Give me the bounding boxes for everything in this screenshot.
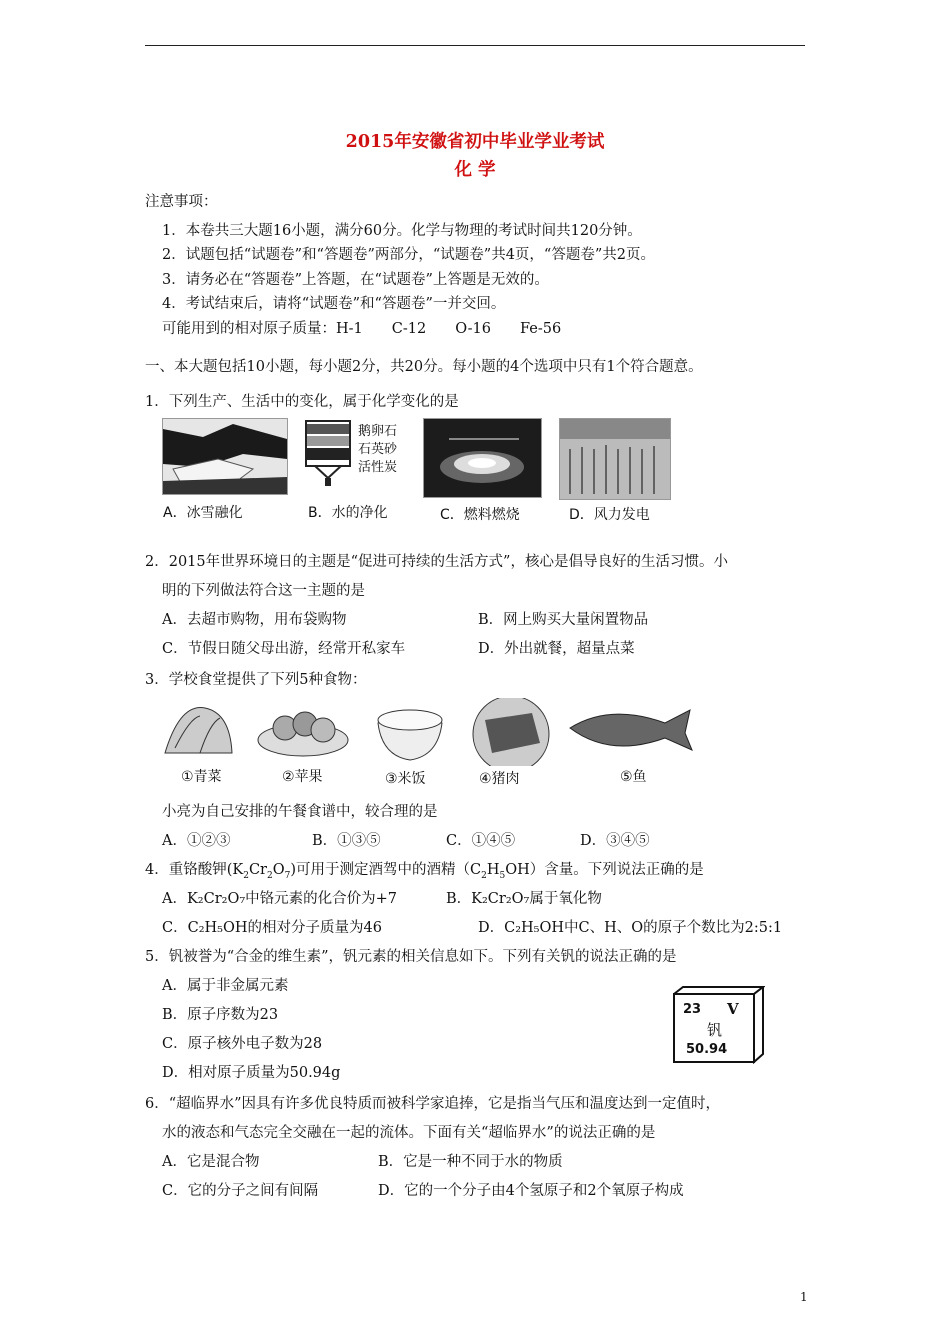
food-images <box>160 698 700 766</box>
note-item-1: 1．本卷共三大题16小题，满分60分。化学与物理的考试时间共120分钟。 <box>162 223 642 239</box>
header-rule <box>145 45 805 46</box>
wind-turbines-illustration <box>560 419 670 499</box>
q2-stem-line2: 明的下列做法符合这一主题的是 <box>162 583 365 599</box>
q5-stem: 5．钒被誉为“合金的维生素”，钒元素的相关信息如下。下列有关钒的说法正确的是 <box>145 949 677 965</box>
q6-stem-line2: 水的液态和气态完全交融在一起的流体。下面有关“超临界水”的说法正确的是 <box>162 1125 656 1141</box>
apple-image <box>258 712 348 756</box>
q1-option-a: A．冰雪融化 <box>163 505 243 521</box>
q6-stem-line1: 6．“超临界水”因具有许多优良特质而被科学家追捧，它是指当气压和温度达到一定值时， <box>145 1096 721 1112</box>
section-1-heading: 一、本大题包括10小题，每小题2分，共20分。每小题的4个选项中只有1个符合题意。 <box>145 359 703 375</box>
element-name: 钒 <box>707 1021 723 1039</box>
q6-option-c: C．它的分子之间有间隔 <box>162 1183 319 1199</box>
q4-option-c: C．C₂H₅OH的相对分子质量为46 <box>162 920 382 936</box>
q2-option-b: B．网上购买大量闲置物品 <box>478 612 649 628</box>
q6-option-d: D．它的一个分子由4个氢原子和2个氧原子构成 <box>378 1183 684 1199</box>
element-number: 23 <box>683 1002 702 1017</box>
q3-option-a: A．①②③ <box>162 833 231 849</box>
q4-stem: 4．重铬酸钾$(K_2Cr_2O_7)$可用于测定酒驾中的酒精$(C_2H_5OH)$含量。下列说法正确的是 <box>145 862 704 881</box>
q5-option-b: B．原子序数为23 <box>162 1007 279 1023</box>
element-symbol: V <box>727 1000 739 1018</box>
note-item-2: 2．试题包括“试题卷”和“答题卷”两部分，“试题卷”共4页，“答题卷”共2页。 <box>162 247 655 263</box>
ice-melting-illustration <box>163 419 287 494</box>
wind-power-image <box>559 418 671 500</box>
food-label-5: ⑤鱼 <box>620 769 647 785</box>
q2-option-a: A．去超市购物，用布袋购物 <box>162 612 347 628</box>
food-label-2: ②苹果 <box>282 769 323 785</box>
q3-option-c: C．①④⑤ <box>446 833 516 849</box>
q5-option-a: A．属于非金属元素 <box>162 978 289 994</box>
q4-option-a: A．K₂Cr₂O₇中铬元素的化合价为+7 <box>162 891 398 907</box>
q3-option-b: B．①③⑤ <box>312 833 381 849</box>
q3-stem: 3．学校食堂提供了下列5种食物： <box>145 672 367 688</box>
water-filter-illustration <box>303 418 353 488</box>
q2-stem-line1: 2．2015年世界环境日的主题是“促进可持续的生活方式”，核心是倡导良好的生活习惯。小 <box>145 554 728 570</box>
element-mass: 50.94 <box>686 1042 728 1057</box>
burning-fuel-image <box>423 418 542 498</box>
q6-option-a: A．它是混合物 <box>162 1154 260 1170</box>
q3-option-d: D．③④⑤ <box>580 833 650 849</box>
exam-title: 2015年安徽省初中毕业学业考试 <box>345 132 605 152</box>
q3-sub-question: 小亮为自己安排的午餐食谱中，较合理的是 <box>162 804 438 820</box>
rice-image <box>378 710 442 760</box>
pork-image <box>473 698 549 766</box>
fish-image <box>570 710 692 750</box>
q1-stem: 1．下列生产、生活中的变化，属于化学变化的是 <box>145 394 459 410</box>
note-item-4: 4．考试结束后，请将“试题卷”和“答题卷”一并交回。 <box>162 296 506 312</box>
atomic-mass-line: 可能用到的相对原子质量：H-1 C-12 O-16 Fe-56 <box>162 321 562 337</box>
subject-title: 化 学 <box>454 160 496 180</box>
q1-option-b: B．水的净化 <box>308 505 388 521</box>
q5-option-d: D．相对原子质量为50.94g <box>162 1065 341 1081</box>
note-item-3: 3．请务必在“答题卷”上答题，在“试题卷”上答题是无效的。 <box>162 272 549 288</box>
water-filter-image <box>303 418 353 488</box>
food-label-3: ③米饭 <box>385 771 426 787</box>
page-number: 1 <box>800 1290 808 1304</box>
food-label-4: ④猪肉 <box>479 771 520 787</box>
q6-option-b: B．它是一种不同于水的物质 <box>378 1154 563 1170</box>
vanadium-element-card <box>673 986 765 1064</box>
filter-label-pebble: 鹅卵石 <box>358 424 398 439</box>
q1-option-c: C．燃料燃烧 <box>440 507 520 523</box>
q2-option-d: D．外出就餐，超量点菜 <box>478 641 635 657</box>
vegetable-image <box>165 708 232 753</box>
filter-label-carbon: 活性炭 <box>358 460 398 475</box>
q4-option-d: D．C₂H₅OH中C、H、O的原子个数比为2:5:1 <box>478 920 783 936</box>
q1-option-d: D．风力发电 <box>569 507 650 523</box>
q2-option-c: C．节假日随父母出游，经常开私家车 <box>162 641 406 657</box>
food-label-1: ①青菜 <box>181 769 222 785</box>
filter-label-quartz: 石英砂 <box>358 442 398 457</box>
notes-heading: 注意事项： <box>145 194 218 210</box>
q4-option-b: B．K₂Cr₂O₇属于氧化物 <box>446 891 602 907</box>
ice-melting-image <box>162 418 288 495</box>
burner-flame-illustration <box>424 419 541 497</box>
q5-option-c: C．原子核外电子数为28 <box>162 1036 323 1052</box>
